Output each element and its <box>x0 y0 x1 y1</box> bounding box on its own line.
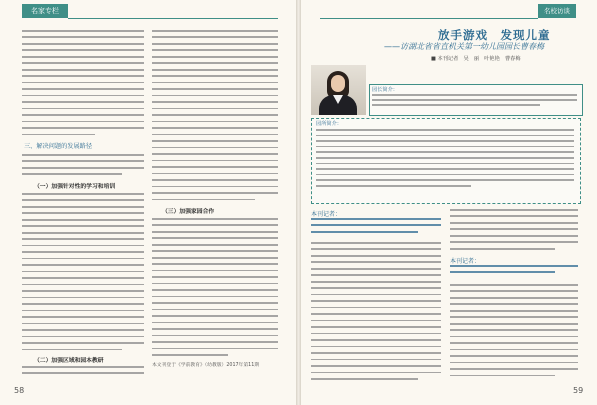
question-label-2: 本刊记者： <box>450 258 481 265</box>
left-page-number: 58 <box>14 386 25 395</box>
left-col1-text-mid <box>22 154 144 180</box>
article-title: 放手游戏 发现儿童 <box>438 28 551 42</box>
footnote: 本文刊登于《学前教育》（幼教版）2017年第11期 <box>152 363 260 368</box>
right-header-rule <box>320 18 538 19</box>
subhead-3: （三）加强家园合作 <box>162 209 215 215</box>
subhead-1: （一）加强针对性的学习和培训 <box>34 184 116 190</box>
byline: ■ 本刊记者 吴 丽 叶艳艳 曹春梅 <box>431 56 521 62</box>
left-col1-text-lower <box>22 193 144 355</box>
question-label-1: 本刊记者： <box>311 211 342 218</box>
intro-label: 园所简介： <box>316 121 342 127</box>
left-col2-text <box>152 30 278 205</box>
left-col1-text-top <box>22 30 144 140</box>
article-subtitle: ——访湖北省省直机关第一幼儿园园长曹春梅 <box>384 42 544 51</box>
left-col2-text-lower <box>152 218 278 361</box>
left-header-tab: 名家专栏 <box>22 4 68 18</box>
spread-gutter <box>296 0 301 405</box>
bio-label: 园长简介： <box>372 87 398 93</box>
right-col2-question <box>450 265 578 278</box>
portrait-photo <box>311 65 366 115</box>
right-col1-text <box>311 242 441 385</box>
right-col2-text <box>450 209 578 254</box>
subhead-2: （二）加强区域和园本教研 <box>34 358 104 364</box>
intro-text <box>316 129 574 191</box>
right-col2-text-lower <box>450 284 578 381</box>
left-col1-text-bottom <box>22 366 144 379</box>
left-header-rule <box>68 18 278 19</box>
right-col1-question <box>311 218 441 237</box>
right-header-tab: 名校访谈 <box>538 4 576 18</box>
right-page-number: 59 <box>573 386 584 395</box>
bio-text <box>372 94 577 109</box>
section-heading: 三、解决问题的发展路径 <box>24 143 93 150</box>
